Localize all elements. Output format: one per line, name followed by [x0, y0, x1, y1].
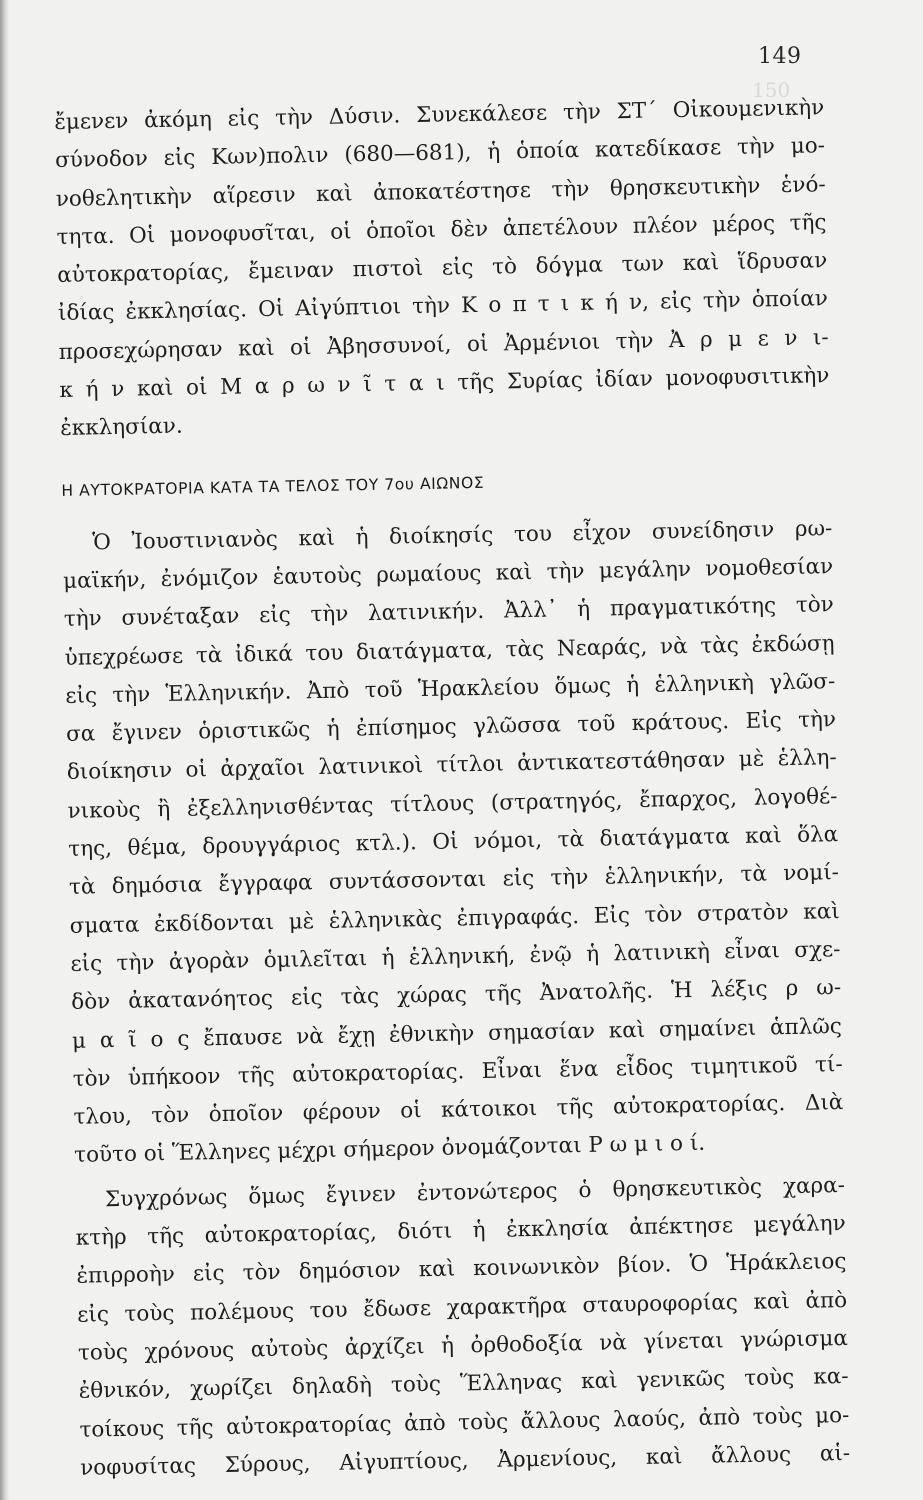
text-line: μαϊκήν, ἐνόμιζον ἑαυτοὺς ρωμαίους καὶ τὴν μεγάλην νομοθεσίαν [62, 554, 834, 594]
text-line: αὐτοκρατορίας, ἔμειναν πιστοὶ εἰς τὸ δόγμα των καὶ ἵδρυσαν [57, 248, 828, 289]
text-line: εἰς τὴν ἀγορὰν ὁμιλεῖται ἡ ἑλληνική, ἐνῷ ἡ λατινικὴ εἶναι σχε- [70, 936, 841, 977]
paragraph-1 [54, 89, 830, 448]
text-line: τὴν συνέταξαν εἰς τὴν λατινικήν. Ἀλλ᾽ ἡ πραγματικότης τὸν [63, 592, 834, 633]
text-line: νοφυσίτας Σύρους, Αἰγυπτίους, Ἀρμενίους, καὶ ἄλλους αἱ- [79, 1440, 851, 1481]
text-line: σματα ἐκδίδονται μὲ ἑλληνικὰς ἐπιγραφάς. Εἰς τὸν στρατὸν καὶ [69, 898, 840, 939]
text-line: τλου, τὸν ὁποῖον φέρουν οἱ κάτοικοι τῆς αὐτοκρατορίας. Διὰ [73, 1090, 844, 1130]
text-line: τὸν ὑπήκοον τῆς αὐτοκρατορίας. Εἶναι ἕνα εἶδος τιμητικοῦ τί- [72, 1051, 843, 1092]
page-number: 149 [758, 44, 802, 69]
section-heading: Η ΑΥΤΟΚΡΑΤΟΡΙΑ ΚΑΤΑ ΤΑ ΤΕΛΟΣ ΤΟΥ 7ου ΑΙΩΝΟΣ [61, 473, 485, 500]
text-line: τοὺς χρόνους αὐτοὺς ἀρχίζει ἡ ὀρθοδοξία νὰ γίνεται γνώρισμα [77, 1325, 849, 1366]
text-line: προσεχώρησαν καὶ οἱ Ἀβησσυνοί, οἱ Ἀρμένιοι τὴν Ἀ ρ μ ε ν ι- [58, 324, 829, 365]
text-line: ἐκκλησίαν. [59, 413, 183, 442]
text-line: δὸν ἀκατανόητος εἰς τὰς χώρας τῆς Ἀνατολῆς. Ἡ λέξις ρ ω- [71, 975, 842, 1016]
text-line: σύνοδον εἰς Κων)πολιν (680—681), ἡ ὁποία κατεδίκασε τὴν μο- [54, 133, 826, 174]
text-line: κτὴρ τῆς αὐτοκρατορίας, διότι ἡ ἐκκλησία ἀπέκτησε μεγάλην [75, 1211, 846, 1251]
text-line: κ ή ν καὶ οἱ Μ α ρ ω ν ῖ τ α ι τῆς Συρίας ἰδίαν μονοφυσιτικὴν [59, 363, 830, 404]
text-line: ὑπεχρέωσε τὰ ἰδικά του διατάγματα, τὰς Νεαράς, νὰ τὰς ἐκδώσῃ [64, 630, 835, 671]
text-line: της, θέμα, δρουγγάριος κτλ.). Οἱ νόμοι, τὰ διατάγματα καὶ ὅλα [68, 822, 839, 862]
text-line: εἰς τοὺς πολέμους του ἔδωσε χαρακτῆρα σταυροφορίας καὶ ἀπὸ [77, 1287, 848, 1328]
text-line: τὰ δημόσια ἔγγραφα συντάσσονται εἰς τὴν ἑλληνικήν, τὰ νομί- [68, 860, 840, 901]
text-line: ἔμενεν ἀκόμη εἰς τὴν Δύσιν. Συνεκάλεσε τὴν ΣΤ´ Οἰκουμενικὴν [54, 95, 825, 135]
text-line: σα ἔγινεν ὁριστικῶς ἡ ἐπίσημος γλῶσσα τοῦ κράτους. Εἰς τὴν [65, 707, 837, 748]
text-line: ἐθνικόν, χωρίζει δηλαδὴ τοὺς Ἕλληνας καὶ γενικῶς τοὺς κα- [78, 1364, 849, 1404]
bleed-through-page-number: 150 [752, 78, 791, 102]
text-line: νικοὺς ἢ ἐξελληνισθέντας τίτλους (στρατηγός, ἔπαρχος, λογοθέ- [67, 783, 838, 824]
text-line: μ α ῖ ο ς ἔπαυσε νὰ ἔχῃ ἐθνικὴν σημασίαν καὶ σημαίνει ἁπλῶς [71, 1013, 843, 1054]
paragraph-2 [62, 510, 844, 1176]
text-line: τητα. Οἱ μονοφυσῖται, οἱ ὁποῖοι δὲν ἀπετέλουν πλέον μέρος τῆς [56, 210, 827, 250]
text-line: τοίκους τῆς αὐτοκρατορίας ἀπὸ τοὺς ἄλλους λαούς, ἀπὸ τοὺς μο- [79, 1402, 850, 1443]
text-line: τοῦτο οἱ Ἕλληνες μέχρι σήμερον ὀνομάζονται Ρ ω μ ι ο ί. [73, 1131, 706, 1169]
page-gutter-shadow [0, 0, 9, 1500]
text-line: διοίκησιν οἱ ἀρχαῖοι λατινικοὶ τίτλοι ἀντικατεστάθησαν μὲ ἑλλη- [66, 745, 837, 786]
text-line: Συγχρόνως ὅμως ἔγινεν ἐντονώτερος ὁ θρησκευτικὸς χαρα- [104, 1172, 846, 1212]
text-line: εἰς τὴν Ἑλληνικήν. Ἀπὸ τοῦ Ἡρακλείου ὅμως ἡ ἑλληνικὴ γλῶσ- [65, 668, 836, 709]
text-line: ἰδίας ἐκκλησίας. Οἱ Αἰγύπτιοι τὴν Κ ο π τ ι κ ή ν, εἰς τὴν ὁποίαν [57, 286, 829, 327]
text-line: ἐπιρροὴν εἰς τὸν δημόσιον καὶ κοινωνικὸν βίον. Ὁ Ἡράκλειος [76, 1249, 847, 1290]
text-line: νοθελητικὴν αἵρεσιν καὶ ἀποκατέστησε τὴν θρησκευτικὴν ἑνό- [55, 171, 826, 212]
paragraph-3 [75, 1167, 851, 1488]
text-line: Ὁ Ἰουστινιανὸς καὶ ἡ διοίκησίς του εἶχον συνείδησιν ρω- [92, 515, 833, 556]
page-text [54, 89, 850, 1488]
